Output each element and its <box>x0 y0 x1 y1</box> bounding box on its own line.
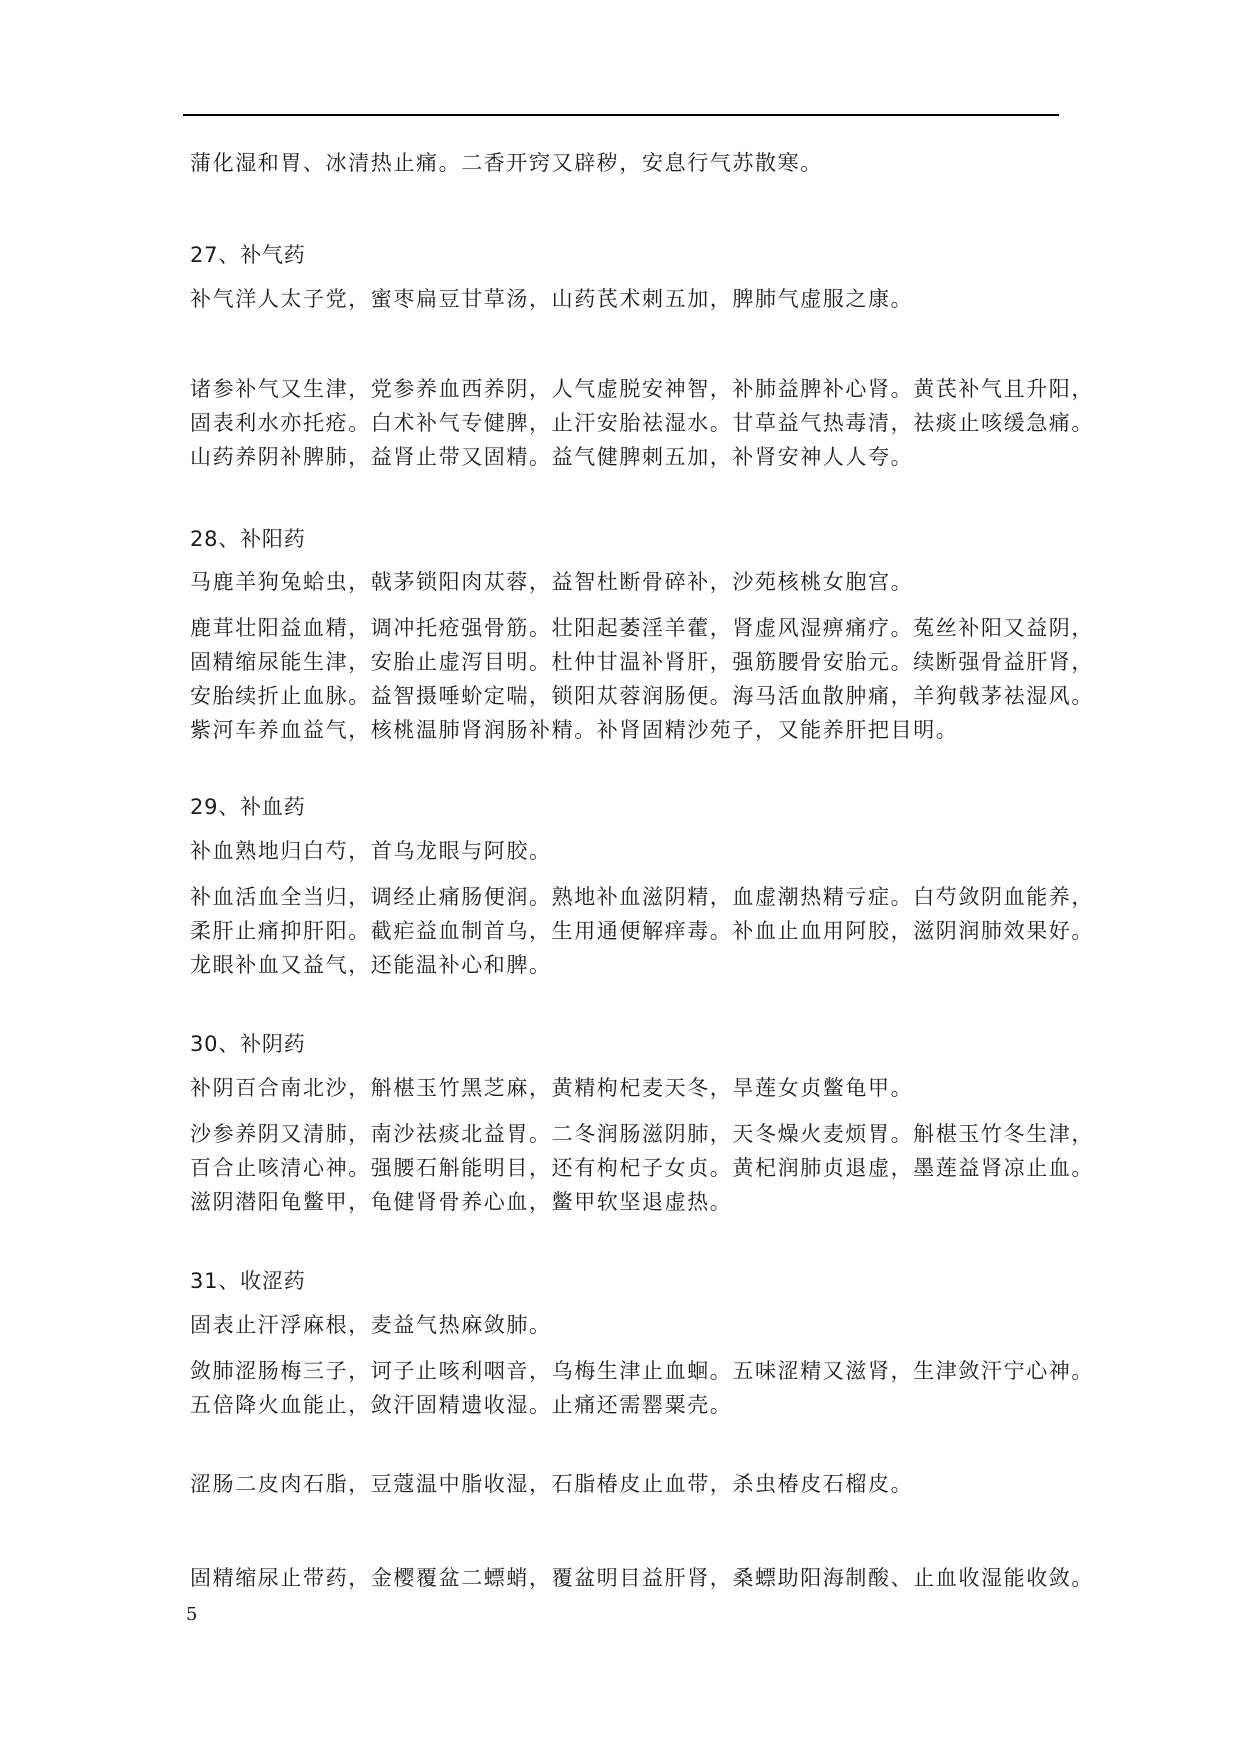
section-31-paragraph-2: 涩肠二皮肉石脂，豆蔻温中脂收湿，石脂椿皮止血带，杀虫椿皮石榴皮。 <box>190 1472 914 1496</box>
section-30-detail-line: 沙参养阴又清肺，南沙祛痰北益胃。二冬润肠滋阴肺，天冬燥火麦烦胃。斛椹玉竹冬生津， <box>190 1122 1094 1146</box>
section-31-heading: 31、收涩药 <box>190 1269 306 1293</box>
section-29-detail-line: 补血活血全当归，调经止痛肠便润。熟地补血滋阴精，血虚潮热精亏症。白芍敛阴血能养， <box>190 885 1094 909</box>
section-28-summary: 马鹿羊狗兔蛤虫，戟茅锁阳肉苁蓉，益智杜断骨碎补，沙苑核桃女胞宫。 <box>190 570 914 594</box>
section-28-detail-line: 安胎续折止血脉。益智摄唾蚧定喘，锁阳苁蓉润肠便。海马活血散肿痛，羊狗戟茅祛湿风。 <box>190 684 1094 708</box>
section-27-summary: 补气洋人太子党，蜜枣扁豆甘草汤，山药芪术刺五加，脾肺气虚服之康。 <box>190 287 914 311</box>
section-28-heading: 28、补阳药 <box>190 527 306 551</box>
section-29-heading: 29、补血药 <box>190 795 306 819</box>
section-31-detail-line: 敛肺涩肠梅三子，诃子止咳利咽音，乌梅生津止血蛔。五味涩精又滋肾，生津敛汗宁心神。 <box>190 1359 1094 1383</box>
section-29-summary: 补血熟地归白芍，首乌龙眼与阿胶。 <box>190 839 552 863</box>
section-27-heading: 27、补气药 <box>190 243 306 267</box>
page-number: 5 <box>186 1604 198 1625</box>
section-29-detail-line: 柔肝止痛抑肝阳。截疟益血制首乌，生用通便解痒毒。补血止血用阿胶，滋阴润肺效果好。 <box>190 919 1094 943</box>
section-27-detail-line: 固表利水亦托疮。白术补气专健脾，止汗安胎祛湿水。甘草益气热毒清，祛痰止咳缓急痛。 <box>190 411 1094 435</box>
section-30-summary: 补阴百合南北沙，斛椹玉竹黑芝麻，黄精枸杞麦天冬，旱莲女贞鳖龟甲。 <box>190 1076 914 1100</box>
section-30-detail-line: 滋阴潜阳龟鳖甲，龟健肾骨养心血，鳖甲软坚退虚热。 <box>190 1190 733 1214</box>
section-31-summary: 固表止汗浮麻根，麦益气热麻敛肺。 <box>190 1313 552 1337</box>
section-27-detail-line: 诸参补气又生津，党参养血西养阴，人气虚脱安神智，补肺益脾补心肾。黄芪补气且升阳， <box>190 377 1094 401</box>
section-29-detail-line: 龙眼补血又益气，还能温补心和脾。 <box>190 953 552 977</box>
section-30-detail-line: 百合止咳清心神。强腰石斛能明目，还有枸杞子女贞。黄杞润肺贞退虚，墨莲益肾凉止血。 <box>190 1156 1094 1180</box>
section-28-detail-line: 鹿茸壮阳益血精，调冲托疮强骨筋。壮阳起萎淫羊藿，肾虚风湿痹痛疗。菟丝补阳又益阴， <box>190 616 1094 640</box>
header-rule <box>183 114 1059 116</box>
section-30-heading: 30、补阴药 <box>190 1032 306 1056</box>
section-28-detail-line: 固精缩尿能生津，安胎止虚泻目明。杜仲甘温补肾肝，强筋腰骨安胎元。续断强骨益肝肾， <box>190 650 1094 674</box>
section-28-detail-line: 紫河车养血益气，核桃温肺肾润肠补精。补肾固精沙苑子，又能养肝把目明。 <box>190 718 959 742</box>
intro-line: 蒲化湿和胃、冰清热止痛。二香开窍又辟秽，安息行气苏散寒。 <box>190 151 823 175</box>
section-31-paragraph-3: 固精缩尿止带药，金樱覆盆二螵蛸，覆盆明目益肝肾，桑螵助阳海制酸、止血收湿能收敛。 <box>190 1566 1094 1590</box>
section-27-detail-line: 山药养阴补脾肺，益肾止带又固精。益气健脾刺五加，补肾安神人人夸。 <box>190 445 914 469</box>
section-31-detail-line: 五倍降火血能止，敛汗固精遗收湿。止痛还需罂粟壳。 <box>190 1393 733 1417</box>
